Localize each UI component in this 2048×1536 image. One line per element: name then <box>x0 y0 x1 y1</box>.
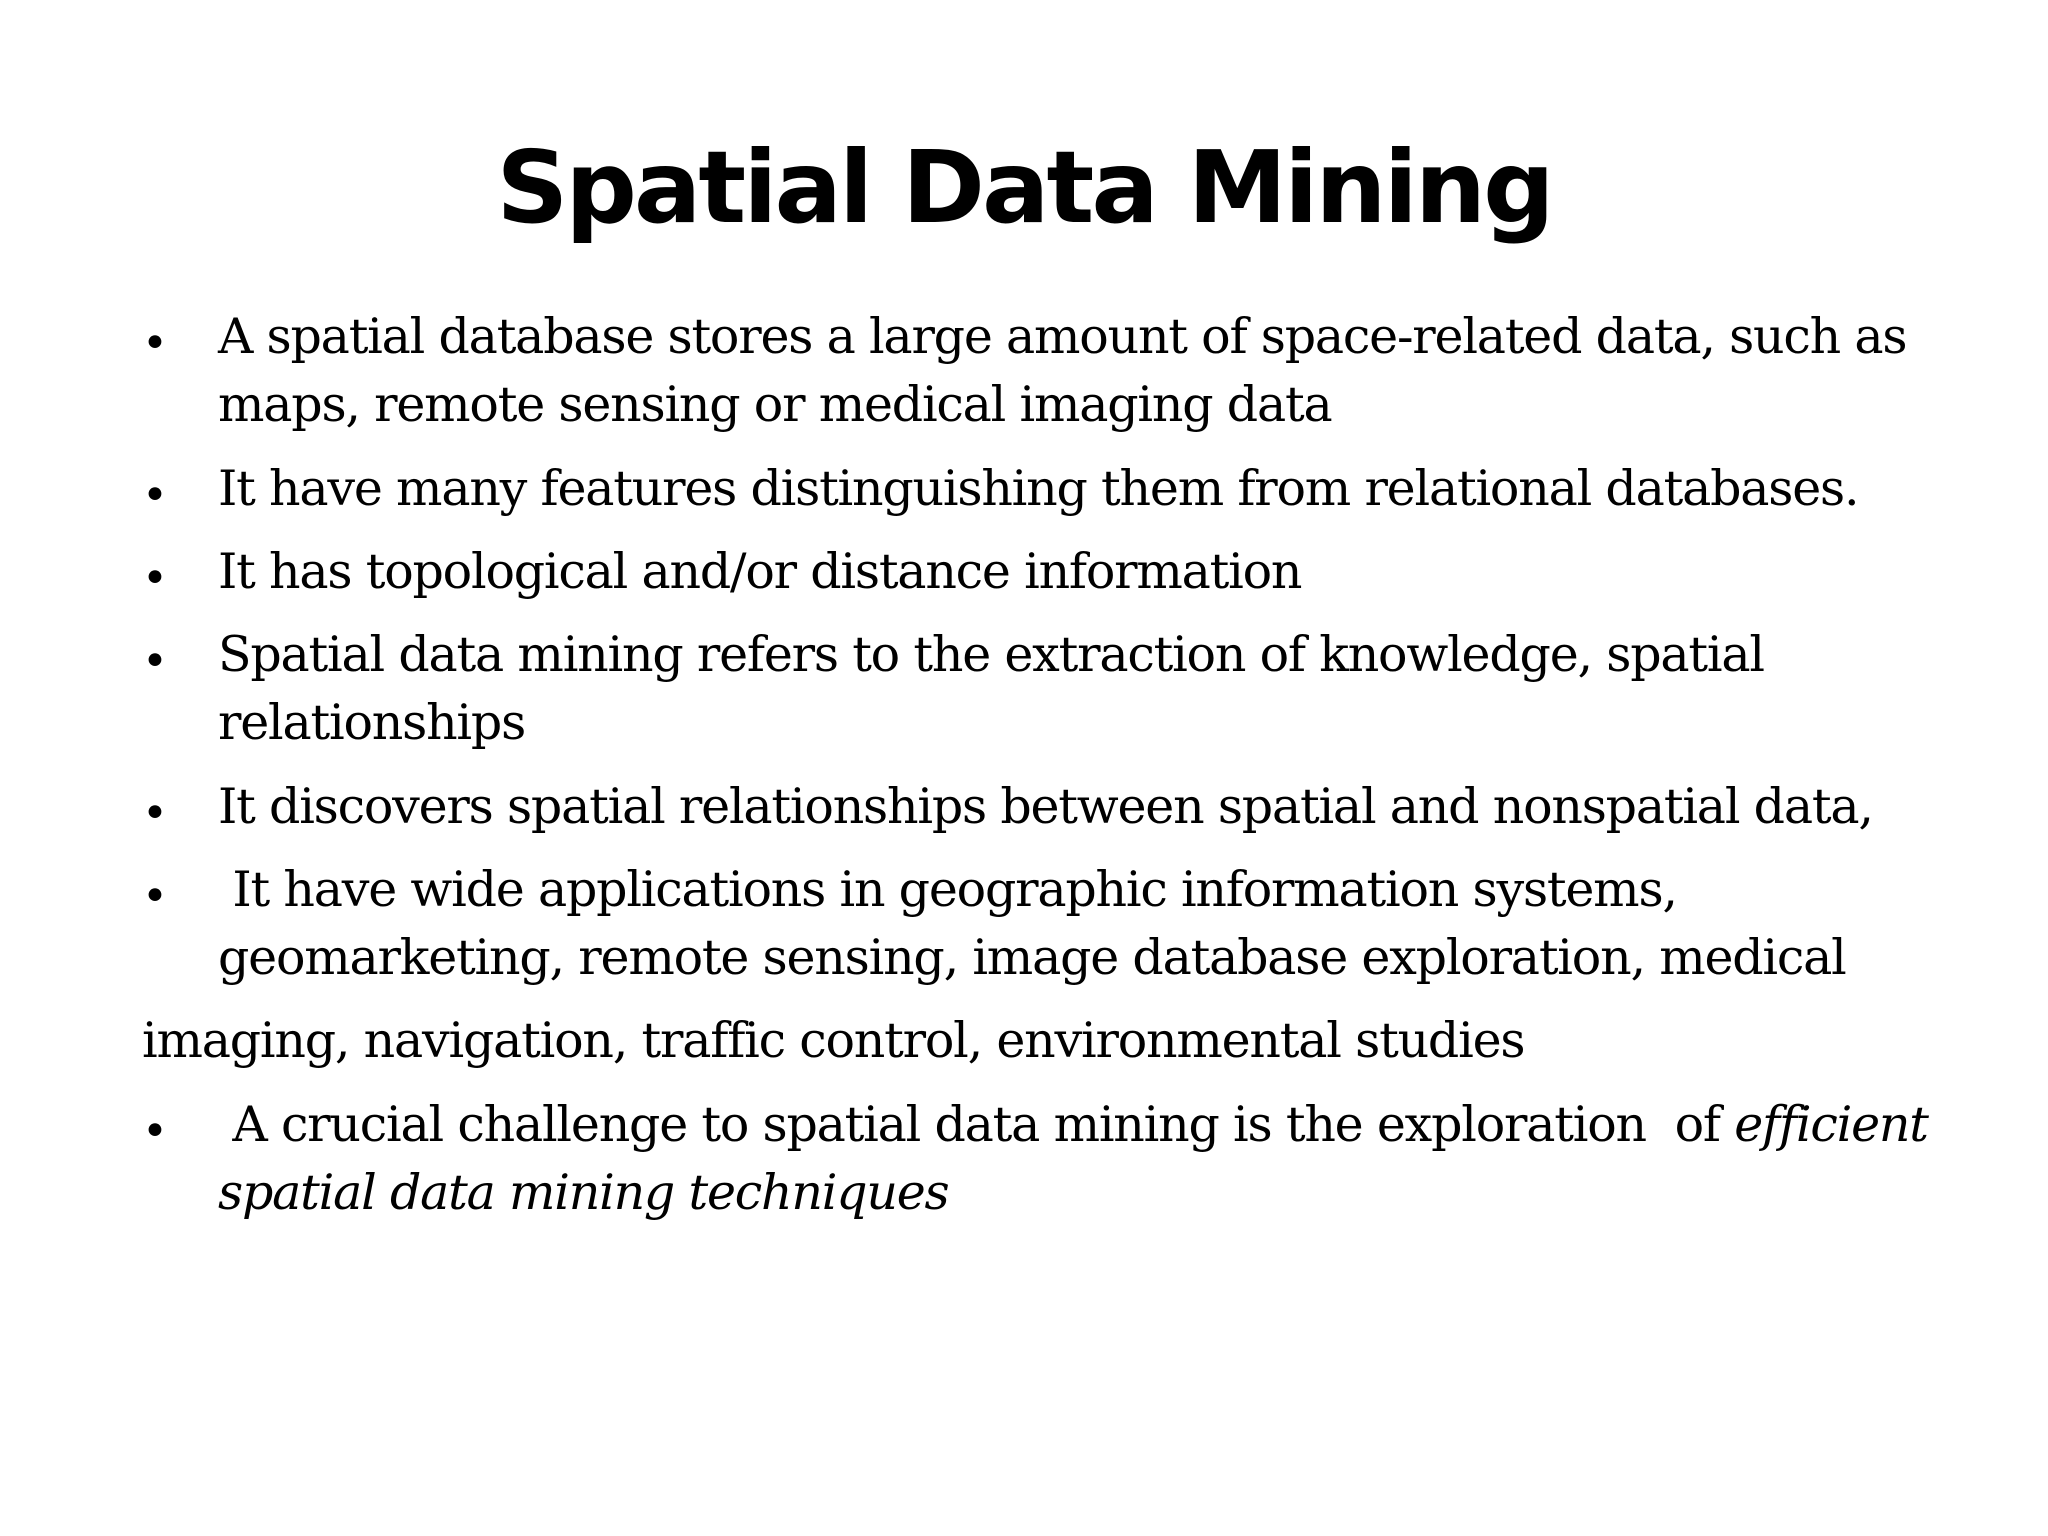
bullet-4-line-2: relationships <box>218 694 526 751</box>
bullet-3-line-1: It has topological and/or distance information <box>218 543 1302 600</box>
bullet-marker: • <box>142 470 167 521</box>
bullet-marker: • <box>142 636 167 687</box>
slide-title: Spatial Data Mining <box>496 129 1552 246</box>
bullet-6-line-2: geomarketing, remote sensing, image database exploration, medical <box>218 929 1846 986</box>
bullet-marker: • <box>142 1106 167 1157</box>
bullet-marker: • <box>142 553 167 604</box>
bullet-5-line-1: It discovers spatial relationships between spatial and nonspatial data, <box>218 778 1873 835</box>
bullet-7-line-1 <box>218 1096 1928 1153</box>
bullet-marker: • <box>142 871 167 922</box>
bullet-6-line-1: It have wide applications in geographic information systems, <box>218 861 1677 918</box>
bullet-1-line-1: A spatial database stores a large amount of space-related data, such as <box>218 308 1907 365</box>
bullet-marker: • <box>142 318 167 369</box>
bullet-7-line-2: spatial data mining techniques <box>218 1164 949 1221</box>
bullet-marker: • <box>142 788 167 839</box>
bullet-6-line-3: imaging, navigation, traffic control, environmental studies <box>142 1012 1525 1069</box>
bullet-1-line-2: maps, remote sensing or medical imaging data <box>218 376 1332 433</box>
bullet-7-plain-text: A crucial challenge to spatial data mining is the exploration of <box>218 1096 1735 1153</box>
bullet-2-line-1: It have many features distinguishing them from relational databases. <box>218 460 1859 517</box>
bullet-7-italic-text: efficient <box>1734 1096 1928 1153</box>
bullet-4-line-1: Spatial data mining refers to the extraction of knowledge, spatial <box>218 626 1764 683</box>
